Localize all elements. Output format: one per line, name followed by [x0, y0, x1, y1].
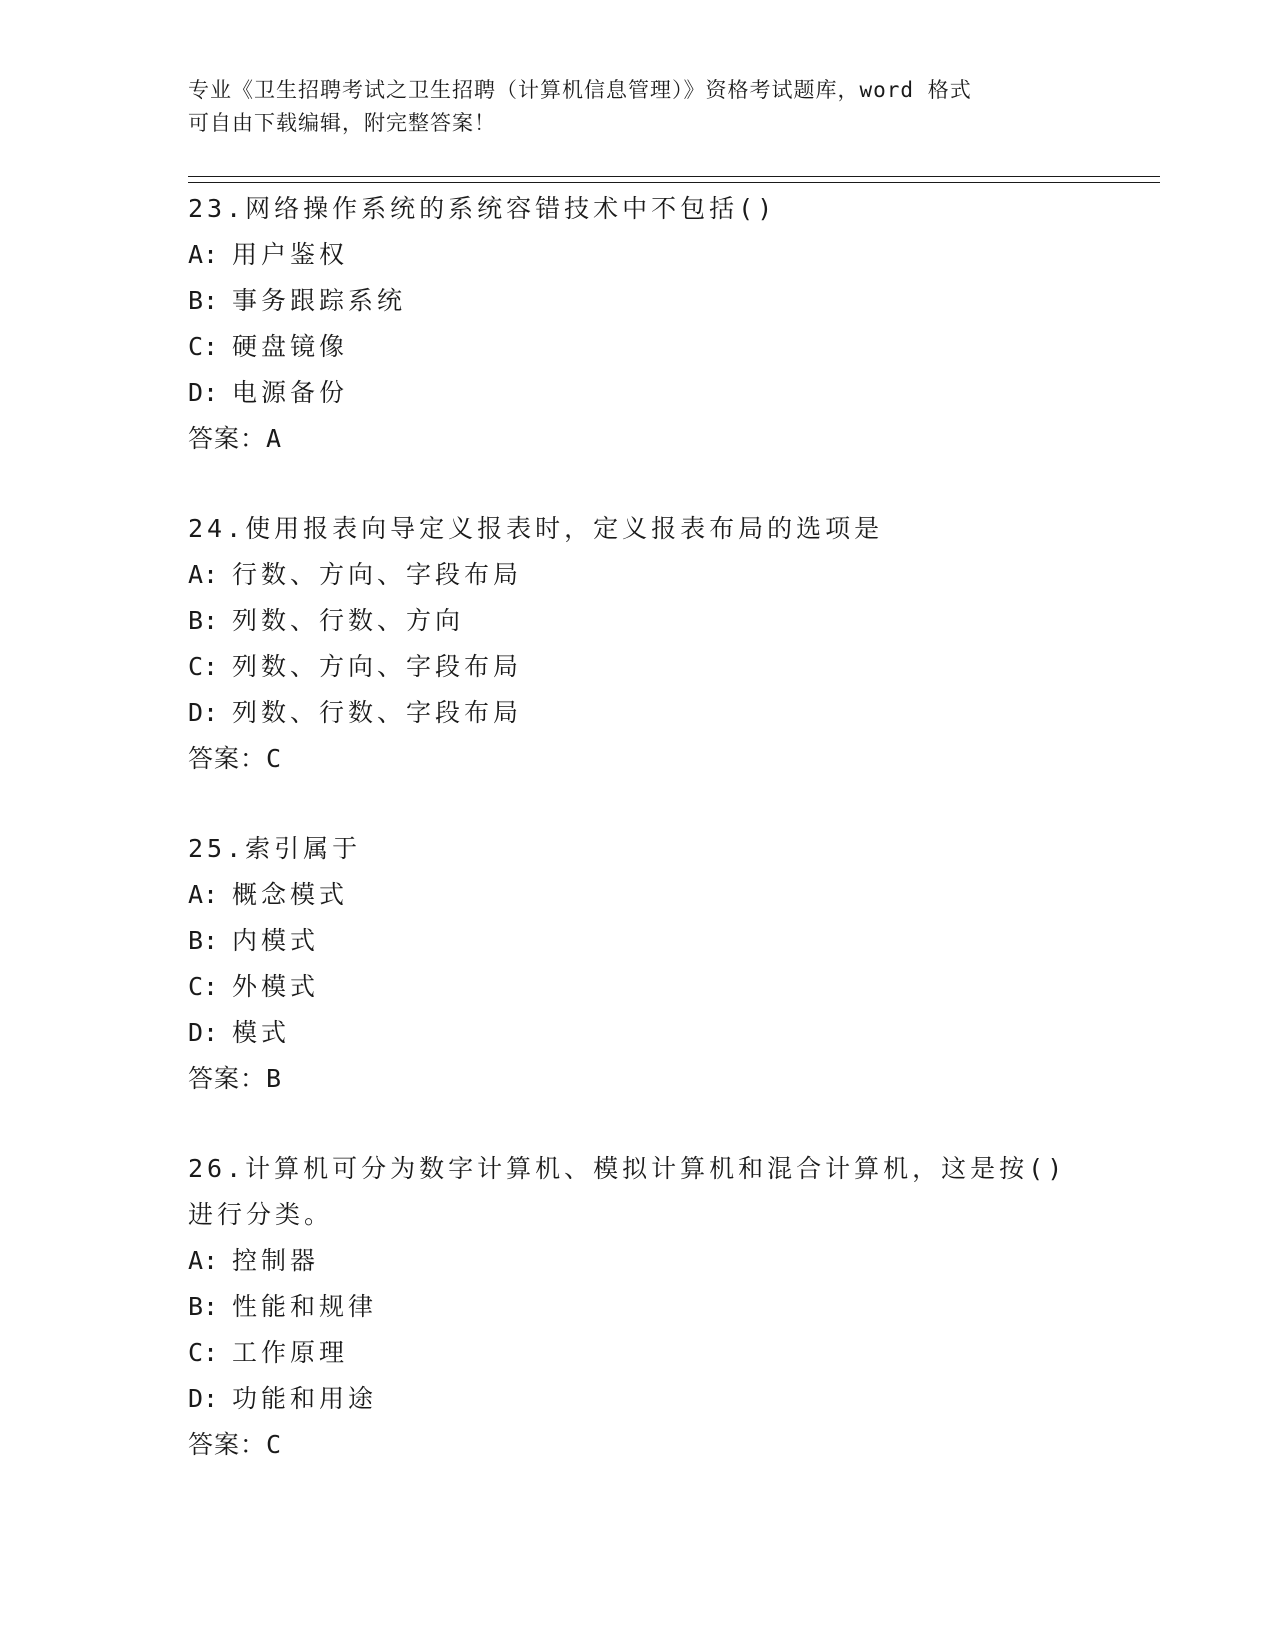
header-line-1: 专业《卫生招聘考试之卫生招聘（计算机信息管理）》资格考试题库，word 格式: [188, 78, 972, 102]
option-text: 列数、行数、字段布局: [232, 698, 523, 727]
answer-value: A: [266, 424, 283, 453]
option-c: [188, 644, 1088, 690]
option-b: [188, 598, 1088, 644]
option-key: D:: [188, 1384, 219, 1413]
question-stem: 25.索引属于: [188, 834, 362, 863]
answer-label: 答案：: [188, 1430, 267, 1459]
option-text: 控制器: [232, 1246, 320, 1275]
option-c: [188, 964, 1088, 1010]
option-d: [188, 370, 1088, 416]
option-key: A:: [188, 240, 219, 269]
option-text: 硬盘镜像: [232, 332, 349, 361]
option-key: D:: [188, 1018, 219, 1047]
option-key: B:: [188, 926, 219, 955]
question-23: [188, 186, 1088, 462]
option-c: [188, 324, 1088, 370]
option-d: [188, 1010, 1088, 1056]
option-text: 行数、方向、字段布局: [232, 560, 523, 589]
option-key: B:: [188, 1292, 219, 1321]
option-c: [188, 1330, 1088, 1376]
answer: [188, 1056, 1088, 1102]
option-text: 功能和用途: [232, 1384, 378, 1413]
question-25: [188, 826, 1088, 1102]
option-key: A:: [188, 560, 219, 589]
header-divider-top: [188, 176, 1160, 177]
option-text: 性能和规律: [232, 1292, 378, 1321]
option-text: 事务跟踪系统: [232, 286, 407, 315]
question-24: [188, 506, 1088, 782]
answer: [188, 736, 1088, 782]
option-d: [188, 690, 1088, 736]
option-key: C:: [188, 972, 219, 1001]
option-key: D:: [188, 698, 219, 727]
option-b: [188, 278, 1088, 324]
option-text: 用户鉴权: [232, 240, 349, 269]
option-d: [188, 1376, 1088, 1422]
answer-label: 答案：: [188, 744, 267, 773]
option-text: 列数、方向、字段布局: [232, 652, 523, 681]
answer-value: C: [266, 1430, 283, 1459]
option-b: [188, 918, 1088, 964]
question-stem: 23.网络操作系统的系统容错技术中不包括(): [188, 194, 777, 223]
option-a: [188, 552, 1088, 598]
option-a: [188, 872, 1088, 918]
answer-label: 答案：: [188, 1064, 267, 1093]
question-stem: 24.使用报表向导定义报表时，定义报表布局的选项是: [188, 514, 884, 543]
option-key: B:: [188, 286, 219, 315]
option-key: C:: [188, 1338, 219, 1367]
question-26: [188, 1146, 1088, 1468]
option-text: 列数、行数、方向: [232, 606, 465, 635]
option-key: C:: [188, 652, 219, 681]
answer-label: 答案：: [188, 424, 267, 453]
option-text: 外模式: [232, 972, 320, 1001]
option-key: B:: [188, 606, 219, 635]
document-header: [188, 74, 1068, 140]
option-key: A:: [188, 1246, 219, 1275]
option-key: D:: [188, 378, 219, 407]
option-text: 电源备份: [232, 378, 349, 407]
header-divider-bottom: [188, 182, 1160, 183]
option-key: A:: [188, 880, 219, 909]
option-text: 工作原理: [232, 1338, 349, 1367]
option-a: [188, 1238, 1088, 1284]
answer: [188, 1422, 1088, 1468]
header-line-2: 可自由下载编辑，附完整答案！: [188, 111, 496, 135]
option-a: [188, 232, 1088, 278]
option-b: [188, 1284, 1088, 1330]
answer-value: B: [266, 1064, 283, 1093]
question-stem: 26.计算机可分为数字计算机、模拟计算机和混合计算机，这是按()进行分类。: [188, 1154, 1067, 1229]
option-key: C:: [188, 332, 219, 361]
option-text: 概念模式: [232, 880, 349, 909]
option-text: 内模式: [232, 926, 320, 955]
option-text: 模式: [232, 1018, 291, 1047]
answer-value: C: [266, 744, 283, 773]
answer: [188, 416, 1088, 462]
